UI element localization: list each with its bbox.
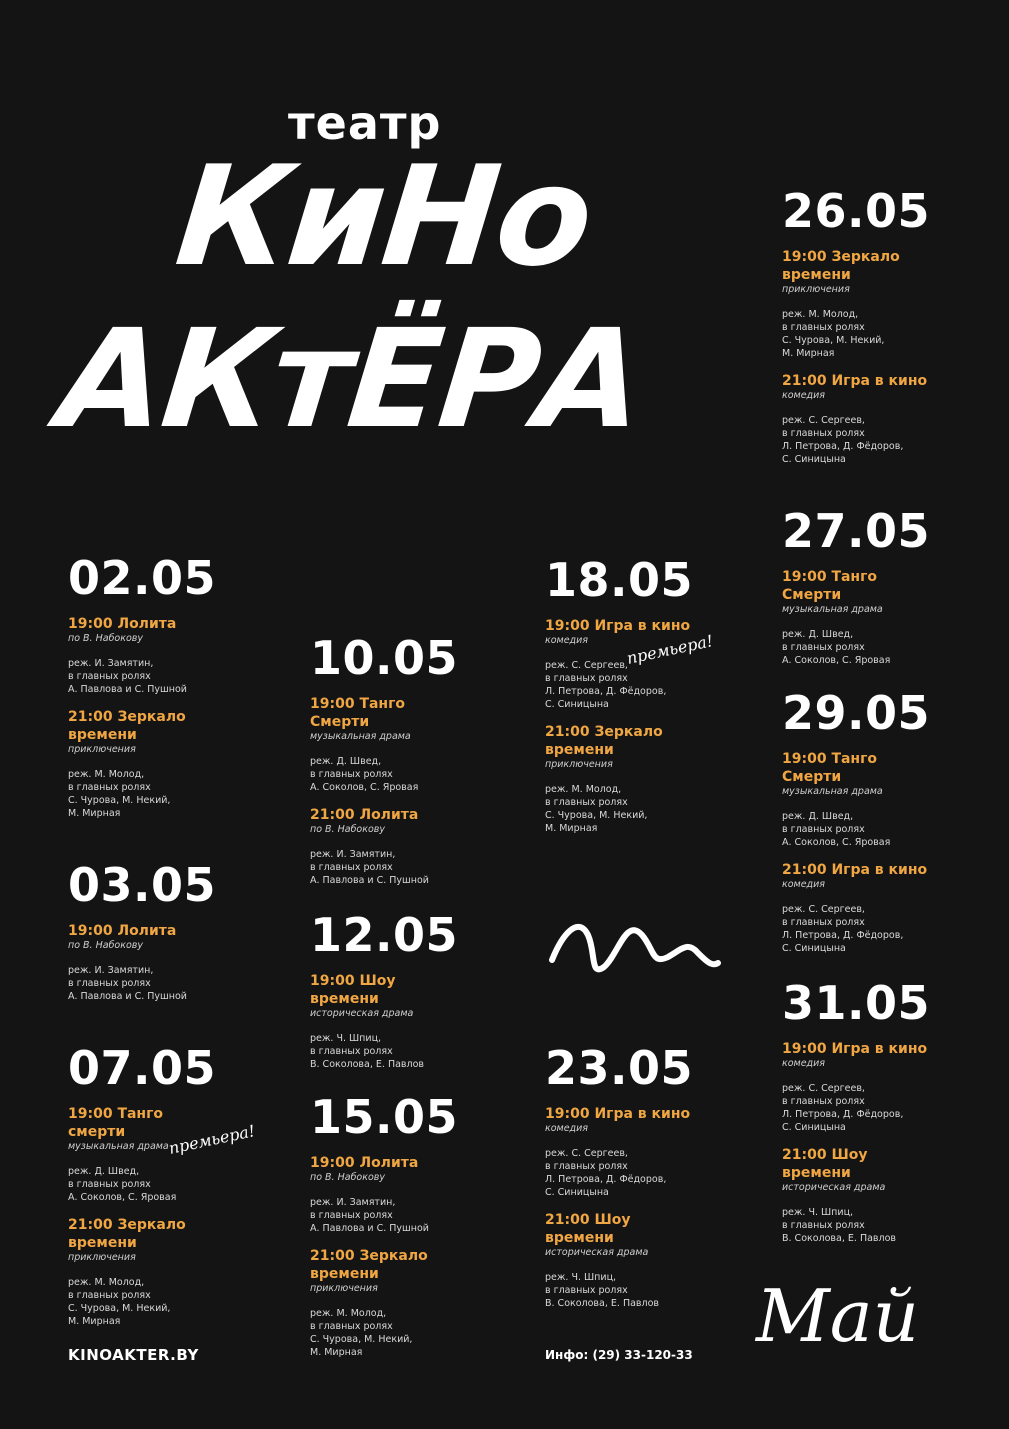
credit-line: Л. Петрова, Д. Фёдоров, (782, 1109, 904, 1120)
show-genre: историческая драма (310, 1008, 414, 1019)
day-date: 27.05 (782, 504, 931, 558)
credit-line: А. Соколов, С. Яровая (310, 782, 419, 793)
show-entry (545, 617, 765, 711)
credit-line: реж. М. Молод, (782, 309, 859, 320)
show-entry (545, 1105, 765, 1199)
credit-line: реж. И. Замятин, (310, 849, 396, 860)
credit-line: С. Синицына (782, 943, 846, 954)
credit-line: в главных ролях (310, 1046, 393, 1057)
logo-kino-word: КиНо (169, 136, 599, 297)
show-genre: историческая драма (782, 1182, 886, 1193)
day-date: 10.05 (310, 631, 459, 685)
day-block (545, 1041, 765, 1322)
show-entry (782, 248, 1002, 360)
show-genre: комедия (545, 1123, 589, 1134)
show-title: 19:00 Лолита (68, 923, 177, 939)
credit-line: в главных ролях (782, 322, 865, 333)
show-genre: приключения (545, 759, 613, 770)
credit-line: С. Чурова, М. Некий, (68, 795, 171, 806)
show-title: 19:00 Игра в кино (545, 618, 691, 634)
credit-line: реж. И. Замятин, (310, 1197, 396, 1208)
show-title: 19:00 Танго Смерти (310, 696, 406, 730)
show-genre: по В. Набокову (310, 824, 386, 835)
credit-line: реж. Д. Швед, (782, 629, 854, 640)
credit-line: С. Чурова, М. Некий, (545, 810, 648, 821)
logo-theatre-word: театр (288, 96, 442, 150)
show-entry (68, 615, 288, 696)
show-title: 21:00 Зеркало времени (68, 709, 186, 743)
credit-line: реж. С. Сергеев, (782, 1083, 865, 1094)
credit-line: в главных ролях (782, 824, 865, 835)
show-genre: приключения (310, 1283, 378, 1294)
month-title: Май (756, 1274, 920, 1358)
credit-line: М. Мирная (68, 1316, 121, 1327)
credit-line: С. Чурова, М. Некий, (310, 1334, 413, 1345)
credit-line: М. Мирная (545, 823, 598, 834)
show-credits (782, 1082, 1002, 1134)
show-title: 21:00 Шоу времени (782, 1147, 868, 1181)
show-genre: по В. Набокову (310, 1172, 386, 1183)
premiere-note-0705: премьера! (166, 1121, 257, 1158)
show-entry (310, 695, 530, 794)
show-title: 19:00 Танго Смерти (782, 751, 878, 785)
credit-line: С. Чурова, М. Некий, (782, 335, 885, 346)
show-credits (545, 1271, 765, 1310)
credit-line: реж. С. Сергеев, (545, 660, 628, 671)
show-entry (782, 372, 1002, 466)
show-entry (782, 1146, 1002, 1245)
credit-line: реж. И. Замятин, (68, 658, 154, 669)
credit-line: А. Соколов, С. Яровая (782, 837, 891, 848)
credit-line: реж. М. Молод, (68, 1277, 145, 1288)
credit-line: М. Мирная (782, 348, 835, 359)
day-date: 02.05 (68, 551, 217, 605)
credit-line: А. Соколов, С. Яровая (68, 1192, 177, 1203)
credit-line: В. Соколова, Е. Павлов (782, 1233, 896, 1244)
credit-line: в главных ролях (68, 1179, 151, 1190)
credit-line: Л. Петрова, Д. Фёдоров, (545, 1174, 667, 1185)
show-genre: приключения (68, 744, 136, 755)
credit-line: А. Соколов, С. Яровая (782, 655, 891, 666)
credit-line: С. Синицына (782, 454, 846, 465)
show-entry (310, 972, 530, 1071)
day-date: 23.05 (545, 1041, 694, 1095)
show-genre: по В. Набокову (68, 633, 144, 644)
credit-line: реж. Ч. Шпиц, (782, 1207, 854, 1218)
show-credits (782, 628, 1002, 667)
day-date: 18.05 (545, 553, 694, 607)
show-genre: по В. Набокову (68, 940, 144, 951)
show-credits (310, 1196, 530, 1235)
credit-line: в главных ролях (545, 797, 628, 808)
day-block (68, 858, 288, 1015)
show-entry (68, 708, 288, 820)
show-title: 19:00 Игра в кино (782, 1041, 928, 1057)
credit-line: Л. Петрова, Д. Фёдоров, (782, 930, 904, 941)
show-entry (68, 1216, 288, 1328)
credit-line: в главных ролях (68, 782, 151, 793)
day-date: 29.05 (782, 686, 931, 740)
show-entry (68, 922, 288, 1003)
day-block (545, 553, 765, 847)
credit-line: В. Соколова, Е. Павлов (545, 1298, 659, 1309)
credit-line: В. Соколова, Е. Павлов (310, 1059, 424, 1070)
show-credits (310, 1307, 530, 1359)
show-title: 21:00 Лолита (310, 807, 419, 823)
credit-line: реж. С. Сергеев, (782, 415, 865, 426)
credit-line: в главных ролях (545, 673, 628, 684)
show-genre: историческая драма (545, 1247, 649, 1258)
credit-line: в главных ролях (782, 642, 865, 653)
show-title: 19:00 Лолита (310, 1155, 419, 1171)
show-credits (545, 783, 765, 835)
credit-line: в главных ролях (782, 1220, 865, 1231)
day-date: 07.05 (68, 1041, 217, 1095)
show-entry (310, 806, 530, 887)
day-block (782, 504, 1002, 679)
show-title: 21:00 Шоу времени (545, 1212, 631, 1246)
show-entry (782, 861, 1002, 955)
show-genre: комедия (545, 635, 589, 646)
show-entry (782, 1040, 1002, 1134)
credit-line: реж. Ч. Шпиц, (545, 1272, 617, 1283)
show-genre: комедия (782, 1058, 826, 1069)
show-credits (310, 1032, 530, 1071)
credit-line: М. Мирная (68, 808, 121, 819)
show-title: 21:00 Зеркало времени (545, 724, 663, 758)
show-genre: комедия (782, 390, 826, 401)
credit-line: в главных ролях (545, 1285, 628, 1296)
credit-line: в главных ролях (310, 1321, 393, 1332)
show-genre: музыкальная драма (68, 1141, 169, 1152)
credit-line: в главных ролях (545, 1161, 628, 1172)
day-block (68, 1041, 288, 1340)
credit-line: реж. М. Молод, (545, 784, 622, 795)
info-phone: Инфо: (29) 33-120-33 (545, 1348, 693, 1362)
theatre-logo (51, 96, 650, 480)
credit-line: реж. С. Сергеев, (545, 1148, 628, 1159)
show-genre: приключения (68, 1252, 136, 1263)
day-date: 12.05 (310, 908, 459, 962)
show-credits (782, 810, 1002, 849)
squiggle-decoration (548, 905, 723, 985)
credit-line: в главных ролях (68, 1290, 151, 1301)
day-date: 03.05 (68, 858, 217, 912)
credit-line: А. Павлова и С. Пушной (310, 875, 429, 886)
credit-line: Л. Петрова, Д. Фёдоров, (782, 441, 904, 452)
day-block (782, 686, 1002, 967)
day-date: 31.05 (782, 976, 931, 1030)
day-block (310, 908, 530, 1083)
show-credits (545, 659, 765, 711)
show-credits (310, 848, 530, 887)
show-title: 19:00 Зеркало времени (782, 249, 900, 283)
show-credits (68, 768, 288, 820)
show-title: 19:00 Шоу времени (310, 973, 396, 1007)
show-credits (68, 657, 288, 696)
show-credits (310, 755, 530, 794)
day-block (782, 976, 1002, 1257)
day-block (310, 1090, 530, 1371)
logo-aktera-word: АКтЁРА (51, 301, 650, 459)
credit-line: А. Павлова и С. Пушной (68, 684, 187, 695)
credit-line: С. Синицына (782, 1122, 846, 1133)
credit-line: реж. Д. Швед, (310, 756, 382, 767)
show-entry (782, 750, 1002, 849)
credit-line: в главных ролях (68, 671, 151, 682)
day-date: 15.05 (310, 1090, 459, 1144)
credit-line: М. Мирная (310, 1347, 363, 1358)
credit-line: в главных ролях (782, 1096, 865, 1107)
show-genre: комедия (782, 879, 826, 890)
show-genre: музыкальная драма (310, 731, 411, 742)
credit-line: С. Синицына (545, 699, 609, 710)
credit-line: реж. С. Сергеев, (782, 904, 865, 915)
show-genre: приключения (782, 284, 850, 295)
show-credits (545, 1147, 765, 1199)
show-title: 21:00 Зеркало времени (68, 1217, 186, 1251)
show-title: 21:00 Зеркало времени (310, 1248, 428, 1282)
show-credits (782, 1206, 1002, 1245)
day-block (782, 184, 1002, 478)
show-title: 19:00 Игра в кино (545, 1106, 691, 1122)
show-title: 19:00 Лолита (68, 616, 177, 632)
show-title: 21:00 Игра в кино (782, 373, 928, 389)
website-link[interactable]: KINOAKTER.BY (68, 1346, 199, 1364)
credit-line: в главных ролях (68, 978, 151, 989)
credit-line: в главных ролях (310, 1210, 393, 1221)
show-title: 19:00 Танго смерти (68, 1106, 164, 1140)
show-credits (782, 414, 1002, 466)
credit-line: реж. Д. Швед, (68, 1166, 140, 1177)
day-date: 26.05 (782, 184, 931, 238)
show-entry (310, 1247, 530, 1359)
credit-line: реж. М. Молод, (310, 1308, 387, 1319)
credit-line: С. Синицына (545, 1187, 609, 1198)
credit-line: реж. И. Замятин, (68, 965, 154, 976)
credit-line: в главных ролях (310, 769, 393, 780)
credit-line: А. Павлова и С. Пушной (310, 1223, 429, 1234)
show-genre: музыкальная драма (782, 604, 883, 615)
credit-line: реж. Д. Швед, (782, 811, 854, 822)
premiere-note-1805: премьера! (624, 631, 715, 668)
credit-line: в главных ролях (310, 862, 393, 873)
credit-line: Л. Петрова, Д. Фёдоров, (545, 686, 667, 697)
show-credits (68, 1276, 288, 1328)
credit-line: С. Чурова, М. Некий, (68, 1303, 171, 1314)
day-block (68, 551, 288, 832)
show-entry (310, 1154, 530, 1235)
show-credits (68, 964, 288, 1003)
show-title: 21:00 Игра в кино (782, 862, 928, 878)
show-entry (782, 568, 1002, 667)
credit-line: в главных ролях (782, 917, 865, 928)
credit-line: реж. М. Молод, (68, 769, 145, 780)
show-genre: музыкальная драма (782, 786, 883, 797)
show-entry (545, 723, 765, 835)
credit-line: А. Павлова и С. Пушной (68, 991, 187, 1002)
credit-line: реж. Ч. Шпиц, (310, 1033, 382, 1044)
show-credits (782, 308, 1002, 360)
show-entry (545, 1211, 765, 1310)
show-credits (68, 1165, 288, 1204)
show-title: 19:00 Танго Смерти (782, 569, 878, 603)
show-credits (782, 903, 1002, 955)
day-block (310, 631, 530, 899)
credit-line: в главных ролях (782, 428, 865, 439)
